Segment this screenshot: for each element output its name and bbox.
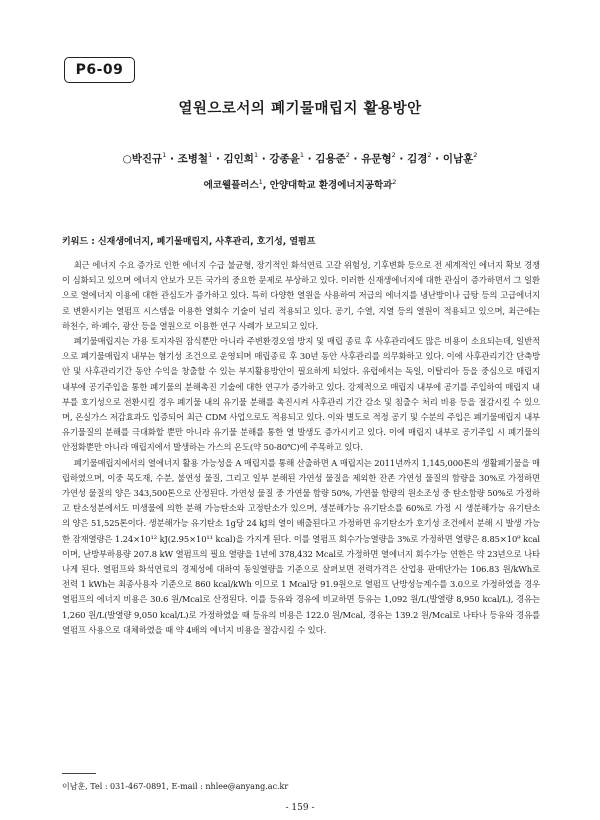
author-name: 강종윤 (269, 153, 300, 165)
author-list: ○박진규$^1$ · 조병철$^1$ · 김인희$^1$ · 강종윤$^1$ · 김용준$^2$ · 유문형$^2$ · 김경$^2$ · 이남훈$^2$ (122, 151, 478, 165)
paper-code-badge: P6-09 (64, 57, 135, 83)
author-affiliation-mark: 2 (391, 151, 396, 159)
author-affiliation-mark: 2 (473, 151, 478, 159)
footnote-divider (62, 773, 96, 774)
author-affiliation-mark: 1 (299, 151, 304, 159)
affiliation-name: 에코웰플러스 (203, 180, 259, 191)
author-name: 조병철 (177, 153, 209, 165)
author-affiliation-mark: 2 (345, 151, 350, 159)
author-affiliation-mark: 1 (208, 151, 213, 159)
paragraph: 폐기물매립지에서의 열에너지 활용 가능성을 A 매립지를 통해 산출하면 A 매립지는 2011년까지 1,145,000톤의 생활폐기물을 매립하였으며, 이중 목도재, 수분, 불연성 물질, 그리고 일부 분해된 가연성 물질을 제외한 잔존 가연성 물질의 함량을 30%로 가정하면 가연성 물질의 양은 343,500톤으로 산정된다. 가연성 물질 중 가연물 함량 50%, 가연물 함량의 원소조성 중 탄소함량 50%로 가정하고 탄소성분에서도 미생물에 의한 분해 가능탄소와 고정탄소가 있으며, 생분해가능 유기탄소를 60%로 가정 시 생분해가능 유기탄소의 양은 51,525톤이다. 생분해가능 유기탄소 1g당 24 kJ의 열이 배출된다고 가정하면 유기탄소가 호기성 조건에서 분해 시 발생 가능한 잠재열량은 1.24×10¹² kJ(2.95×10¹¹ kcal)을 가지게 된다. 이를 열펌프 회수가능열량을 3%로 가정하면 열량은 8.85×10⁹ kcal이며, 난방부하용량 207.8 kW 열펌프의 필요 열량을 1년에 378,432 Mcal로 가정하면 열에너지 회수가능 연한은 약 23년으로 나타나게 된다. 열펌프와 화석연료의 경제성에 대하여 동일열량을 기준으로 살펴보면 전력가격은 산업용 판매단가는 106.83 원/kWh로 전력 1 kWh는 최종사용자 기준으로 860 kcal/kWh 이므로 1 Mcal당 91.9원으로 열펌프 난방성능계수를 3.0으로 가정하였을 경우 열펌프의 에너지 비용은 30.6 원/Mcal로 산정된다. 이를 등유와 경유에 비교하면 등유는 1,092 원/L(발열량 8,950 kcal/L), 경유는 1,260 원/L(발열량 9,050 kcal/L)로 가정하였을 때 등유의 비용은 122.0 원/Mcal, 경유는 139.2 원/Mcal로 나타나 등유와 경유를 열펌프 사용으로 대체하였을 때 약 4배의 에너지 비용을 절감시킬 수 있다. (62, 457, 540, 635)
author-affiliation-mark: 2 (427, 151, 432, 159)
author-name: 김경 (407, 153, 428, 165)
author-name: 유문형 (361, 153, 392, 165)
author-affiliation-mark: 1 (162, 151, 167, 159)
abstract-body (62, 258, 540, 638)
author-name: 김인희 (223, 153, 254, 165)
author-affiliation-mark: 1 (253, 151, 259, 159)
corresponding-author-footnote: 이남훈, Tel : 031-467-0891, E-mail : nhlee@anyang.ac.kr (62, 782, 289, 791)
affiliation-mark: 2 (392, 178, 397, 186)
author-name: 이남훈 (442, 153, 474, 165)
affiliation-mark: 1 (258, 178, 263, 186)
keywords-line: 키워드 : 신재생에너지, 폐기물매립지, 사후관리, 호기성, 열펌프 (62, 237, 316, 247)
paragraph: 폐기물매립지는 가용 토지자원 잠식뿐만 아니라 주변환경오염 방지 및 매립 종료 후 사후관리에도 많은 비용이 소요되는데, 일반적으로 폐기물매립지 내부는 혐기성 조건으로 운영되며 매립종료 후 30년 동안 사후관리를 의무화하고 있다. 이에 사후관리기간 단축방안 및 사후관리기간 동안 수익을 창출할 수 있는 부지활용방안이 필요하게 되었다. 유럽에서는 독일, 이탈리아 등을 중심으로 매립지 내부에 공기주입을 통한 폐기물의 분해촉진 기술에 대한 연구가 증가하고 있다. 강제적으로 매립지 내부에 공기를 주입하여 매립지 내부를 호기성으로 전환시킬 경우 폐기물 내의 유기물 분해를 촉진시켜 사후관리 기간 감소 및 침출수 처리 비용 등을 절감시킬 수 있으며, 온실가스 저감효과도 입증되어 최근 CDM 사업으로도 적용되고 있다. 이와 별도로 적정 공기 및 수분의 주입은 폐기물매립지 내부 유기물질의 분해를 극대화할 뿐만 아니라 유기물 분해를 통한 열 발생도 증가시키고 있다. 이에 매립지 내부로 공기주입 시 폐기물의 안정화뿐만 아니라 매립지에서 발생하는 가스의 온도(약 50-80℃)에 주목하고 있다. (62, 336, 540, 453)
author-name: ○박진규 (122, 153, 163, 165)
author-name: 김용준 (315, 153, 346, 165)
affiliation-name: 안양대학교 환경에너지공학과 (269, 180, 393, 191)
affiliation-list: 에코웰플러스$^1$, 안양대학교 환경에너지공학과$^2$ (203, 178, 397, 191)
paragraph: 최근 에너지 수요 증가로 인한 에너지 수급 불균형, 장기적인 화석연료 고갈 위험성, 기후변화 등으로 전 세계적인 에너지 확보 경쟁이 심화되고 있으며 에너지 안보가 모든 국가의 중요한 문제로 부상하고 있다. 이러한 신재생에너지에 대한 관심이 증가하면서 그 일환으로 열에너지 이용에 대한 관심도가 증가하고 있다. 특히 다양한 열원을 사용하여 저급의 에너지를 냉난방이나 급탕 등의 고급에너지로 변환시키는 열펌프 시스템을 이용한 열회수 기술이 널리 적용되고 있다. 공기, 수열, 지열 등의 열원이 적용되고 있으며, 최근에는 하천수, 하·폐수, 광산 등을 열원으로 이용한 연구 사례가 보고되고 있다. (62, 260, 540, 331)
page-number: - 159 - (285, 803, 315, 813)
paper-title: 열원으로서의 폐기물매립지 활용방안 (178, 101, 422, 117)
